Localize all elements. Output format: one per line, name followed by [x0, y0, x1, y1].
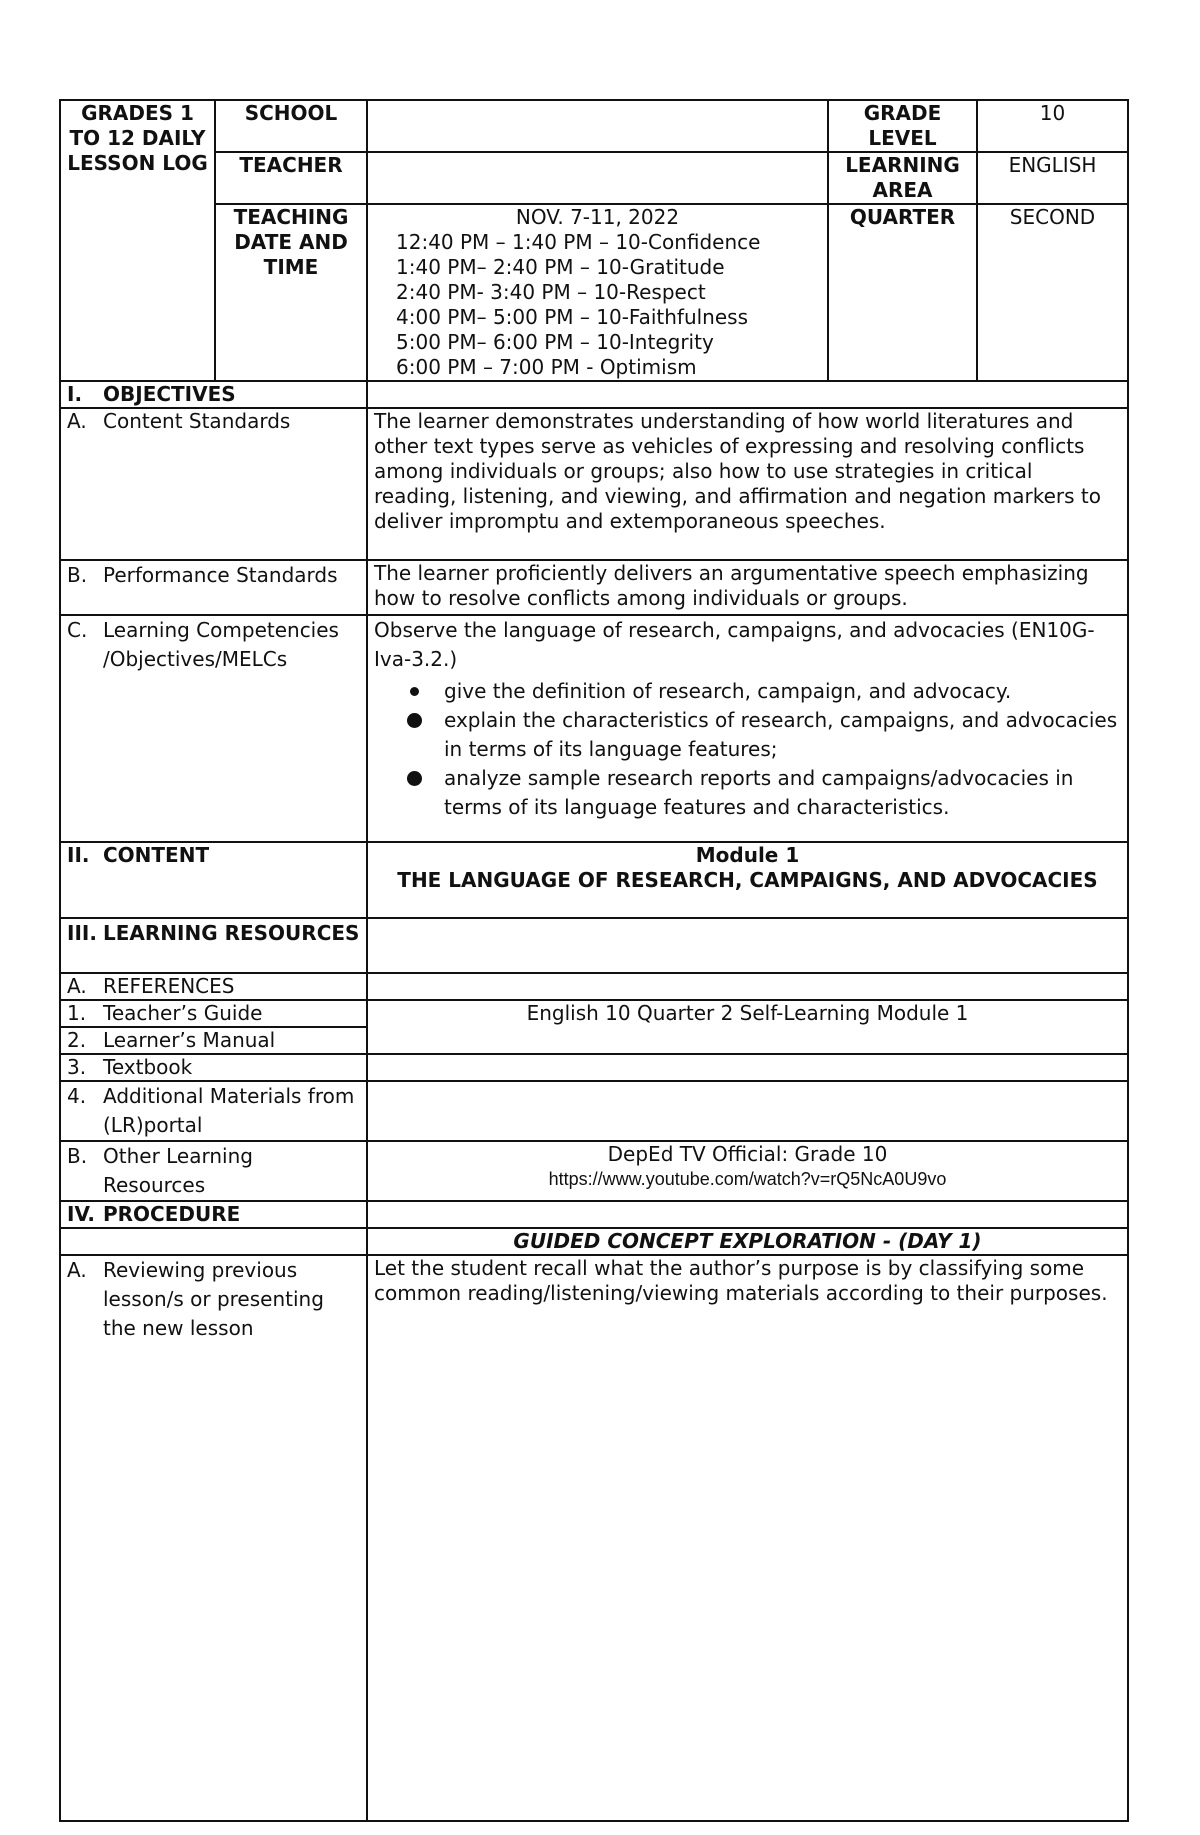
item-marker: C.	[67, 618, 88, 642]
competency-item: analyze sample research reports and campaigns/advocacies in terms of its language features and characteristics.	[444, 764, 1121, 822]
teacher-label: TEACHER	[215, 152, 367, 204]
empty-cell	[367, 381, 1128, 408]
school-value	[367, 100, 828, 152]
references-row	[60, 973, 1128, 1000]
objectives-heading-row	[60, 381, 1128, 408]
reviewing-label: Reviewing previous lesson/s or presenting the new lesson	[103, 1258, 324, 1340]
module-title: THE LANGUAGE OF RESEARCH, CAMPAIGNS, AND ADVOCACIES	[397, 868, 1098, 892]
school-label: SCHOOL	[215, 100, 367, 152]
quarter-value: SECOND	[977, 204, 1128, 381]
other-resources-row	[60, 1141, 1128, 1201]
objectives-heading	[60, 381, 367, 408]
reviewing-text: Let the student recall what the author’s purpose is by classifying some common reading/listening/viewing materials according to their purposes.	[367, 1255, 1128, 1821]
teaching-date-label: TEACHING DATE AND TIME	[215, 204, 367, 381]
quarter-label: QUARTER	[828, 204, 977, 381]
module-number: Module 1	[695, 843, 800, 867]
schedule-slot: 12:40 PM – 1:40 PM – 10-Confidence	[396, 230, 761, 254]
section-label: CONTENT	[103, 843, 210, 867]
teachers-guide-label-cell	[60, 1000, 367, 1027]
learning-competencies-row	[60, 615, 1128, 842]
procedure-heading-row	[60, 1201, 1128, 1228]
teachers-guide-value: English 10 Quarter 2 Self-Learning Module 1	[367, 1000, 1128, 1054]
content-row	[60, 842, 1128, 918]
item-marker: A.	[67, 974, 87, 998]
header-row-school	[60, 100, 1128, 152]
schedule-slot: 4:00 PM– 5:00 PM – 10-Faithfulness	[396, 305, 749, 329]
performance-standards-label: Performance Standards	[103, 563, 338, 587]
item-marker: 4.	[67, 1084, 87, 1108]
item-marker: B.	[67, 1144, 88, 1168]
section-label: LEARNING RESOURCES	[103, 921, 360, 945]
learning-competencies-label-cell	[60, 615, 367, 842]
grade-level-label: GRADE LEVEL	[828, 100, 977, 152]
other-resources-label-cell	[60, 1141, 367, 1201]
empty-cell	[367, 1201, 1128, 1228]
section-number: II.	[67, 843, 90, 867]
other-resources-value: DepEd TV Official: Grade 10	[607, 1142, 888, 1166]
schedule-slot: 2:40 PM- 3:40 PM – 10-Respect	[396, 280, 706, 304]
teacher-value	[367, 152, 828, 204]
empty-cell	[367, 973, 1128, 1000]
item-marker: A.	[67, 409, 87, 433]
learning-area-label: LEARNING AREA	[828, 152, 977, 204]
learners-manual-label: Learner’s Manual	[103, 1028, 276, 1052]
guided-exploration-row	[60, 1228, 1128, 1255]
resources-heading-row	[60, 918, 1128, 973]
additional-materials-row	[60, 1081, 1128, 1141]
empty-cell	[367, 918, 1128, 973]
schedule-slot: 6:00 PM – 7:00 PM - Optimism	[396, 355, 697, 379]
learners-manual-label-cell	[60, 1027, 367, 1054]
learning-competencies-cell	[367, 615, 1128, 842]
video-link[interactable]: https://www.youtube.com/watch?v=rQ5NcA0U9vo	[548, 1169, 947, 1189]
teachers-guide-row	[60, 1000, 1128, 1027]
performance-standards-label-cell	[60, 560, 367, 615]
content-standards-label-cell	[60, 408, 367, 560]
item-marker: 2.	[67, 1028, 87, 1052]
reviewing-label-cell	[60, 1255, 367, 1821]
schedule-slot: 1:40 PM– 2:40 PM – 10-Gratitude	[396, 255, 725, 279]
references-label-cell	[60, 973, 367, 1000]
performance-standards-text: The learner proficiently delivers an argumentative speech emphasizing how to resolve conflicts among individuals or groups.	[367, 560, 1128, 615]
module-cell	[367, 842, 1128, 918]
learning-area-value: ENGLISH	[977, 152, 1128, 204]
empty-cell	[367, 1081, 1128, 1141]
reviewing-row	[60, 1255, 1128, 1821]
competency-item: give the definition of research, campaign, and advocacy.	[444, 677, 1121, 706]
procedure-heading	[60, 1201, 367, 1228]
header-row-teacher	[60, 152, 1128, 204]
section-number: I.	[67, 382, 83, 406]
competency-list	[374, 677, 1121, 822]
section-label: OBJECTIVES	[103, 382, 236, 406]
daily-lesson-log-table	[59, 99, 1129, 1822]
competency-intro: Observe the language of research, campaigns, and advocacies (EN10G-Iva-3.2.)	[374, 618, 1095, 671]
teachers-guide-label: Teacher’s Guide	[103, 1001, 263, 1025]
schedule-slot: 5:00 PM– 6:00 PM – 10-Integrity	[396, 330, 714, 354]
guided-exploration-title: GUIDED CONCEPT EXPLORATION - (DAY 1)	[367, 1228, 1128, 1255]
item-marker: A.	[67, 1258, 87, 1282]
item-marker: 3.	[67, 1055, 87, 1079]
textbook-row	[60, 1054, 1128, 1081]
resources-heading	[60, 918, 367, 973]
empty-cell	[367, 1054, 1128, 1081]
content-standards-row	[60, 408, 1128, 560]
grade-level-value: 10	[977, 100, 1128, 152]
textbook-label-cell	[60, 1054, 367, 1081]
content-standards-label: Content Standards	[103, 409, 291, 433]
learning-competencies-label: Learning Competencies /Objectives/MELCs	[103, 618, 339, 671]
references-label: REFERENCES	[103, 974, 235, 998]
teaching-dates: NOV. 7-11, 2022	[515, 205, 680, 229]
item-marker: 1.	[67, 1001, 87, 1025]
content-heading	[60, 842, 367, 918]
section-number: IV.	[67, 1202, 95, 1226]
cover-title: GRADES 1 TO 12 DAILY LESSON LOG	[60, 100, 215, 381]
section-label: PROCEDURE	[103, 1202, 241, 1226]
content-standards-text: The learner demonstrates understanding of how world literatures and other text types serve as vehicles of expressing and resolving conflicts among individuals or groups; also how to use strategies in critical reading, listening, and viewing, and affirmation and negation markers to deliver impromptu and extemporaneous speeches.	[367, 408, 1128, 560]
section-number: III.	[67, 921, 97, 945]
other-resources-cell	[367, 1141, 1128, 1201]
schedule-cell	[367, 204, 828, 381]
empty-cell	[60, 1228, 367, 1255]
additional-materials-label-cell	[60, 1081, 367, 1141]
performance-standards-row	[60, 560, 1128, 615]
header-row-schedule	[60, 204, 1128, 381]
textbook-label: Textbook	[103, 1055, 193, 1079]
additional-materials-label: Additional Materials from (LR)portal	[103, 1084, 355, 1137]
item-marker: B.	[67, 563, 88, 587]
other-resources-label: Other Learning Resources	[103, 1144, 253, 1197]
competency-item: explain the characteristics of research, campaigns, and advocacies in terms of its language features;	[444, 706, 1121, 764]
